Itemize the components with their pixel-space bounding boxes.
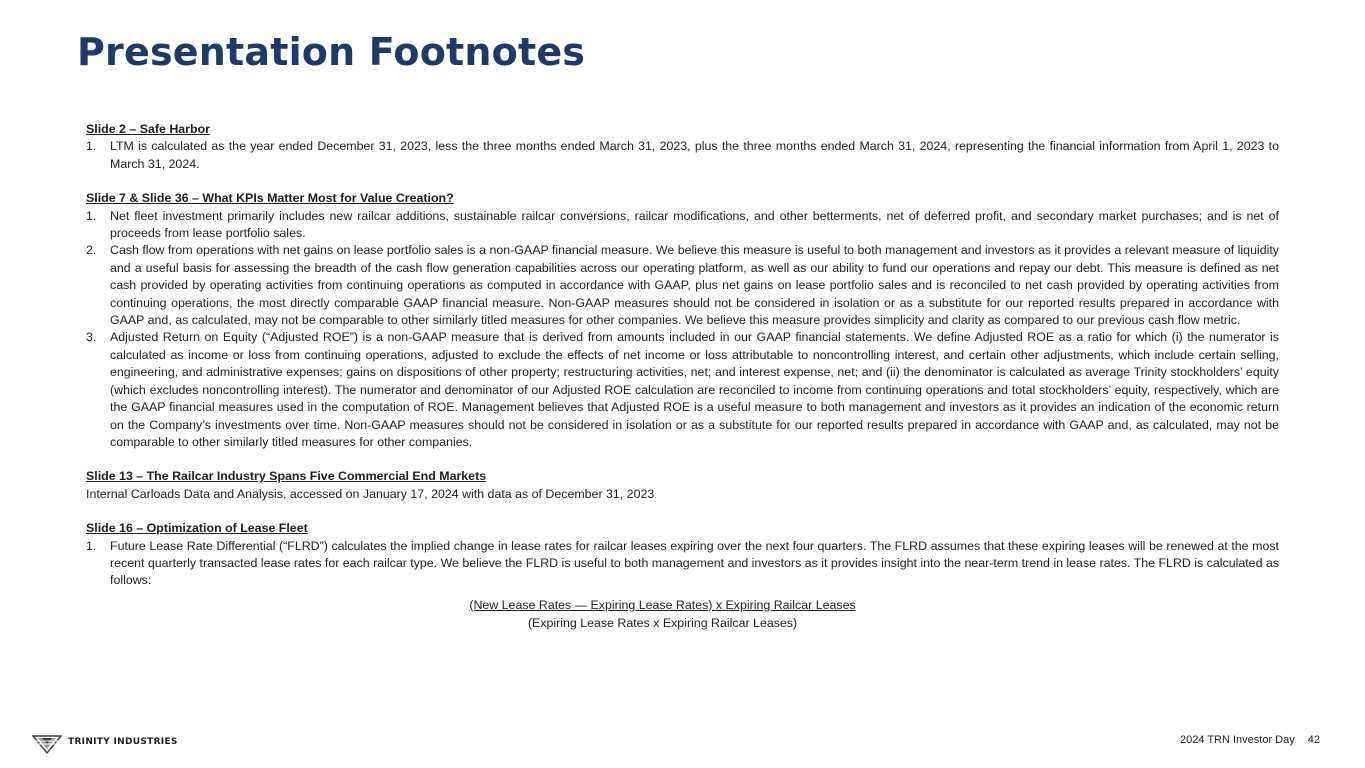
event-name: 2024 TRN Investor Day	[1180, 734, 1295, 746]
footnote-item	[86, 138, 1279, 173]
company-logo	[32, 730, 178, 754]
footnotes-body	[86, 121, 1279, 649]
section-heading: Slide 13 – The Railcar Industry Spans Five Commercial End Markets	[86, 469, 487, 484]
flrd-formula	[86, 596, 1279, 632]
footnote-text: Internal Carloads Data and Analysis, accessed on January 17, 2024 with data as of December 31, 2023	[86, 486, 655, 501]
section-heading: Slide 7 & Slide 36 – What KPIs Matter Most for Value Creation?	[86, 191, 454, 206]
footnote-list	[86, 538, 1279, 590]
section-heading: Slide 16 – Optimization of Lease Fleet	[86, 521, 308, 536]
footnote-section-slide-16	[86, 520, 1279, 632]
page-number: 42	[1307, 734, 1320, 746]
footnote-item	[86, 329, 1279, 451]
section-heading: Slide 2 – Safe Harbor	[86, 122, 210, 136]
footnote-item	[86, 538, 1279, 590]
footnote-section-slide-7-36	[86, 190, 1279, 451]
footnote-section-slide-2	[86, 121, 1279, 173]
footnote-text: LTM is calculated as the year ended December 31, 2023, less the three months ended March 31, 2023, plus the three months ended March 31, 2024, representing the financial information from April 1, 2023 to March 31, 2024.	[110, 139, 1279, 171]
logo-wordmark: TRINITY INDUSTRIES	[68, 737, 178, 747]
page-title: Presentation Footnotes	[77, 30, 586, 74]
footer-info	[1180, 734, 1320, 746]
footnote-number: 1.	[86, 538, 97, 553]
footnote-text: Adjusted Return on Equity (“Adjusted ROE”) is a non-GAAP measure that is derived from amounts included in our GAAP financial statements. We define Adjusted ROE as a ratio for which (i) the numerator is calculated as income or loss from continuing operations, adjusted to exclude the effects of net income or loss attributable to noncontrolling interest, and certain other adjustments, which include certain selling, engineering, and administrative expenses; gains on dispositions of other property; restructuring activities, net; and interest expense, net; and (ii) the denominator is calculated as average Trinity stockholders’ equity (which excludes noncontrolling interest). The numerator and denominator of our Adjusted ROE calculation are reconciled to income from continuing operations and total stockholders’ equity, respectively, which are the GAAP financial measures used in the computation of ROE. Management believes that Adjusted ROE is a useful measure to both management and investors as it provides an indication of the economic return on the Company’s investments over time. Non-GAAP measures should not be considered in isolation or as a substitute for our reported results prepared in accordance with GAAP and, as calculated, may not be comparable to other similarly titled measures for other companies.	[110, 330, 1279, 449]
footnote-number: 1.	[86, 208, 97, 223]
footnote-number: 2.	[86, 243, 97, 258]
footnote-list	[86, 138, 1279, 173]
footnote-list	[86, 208, 1279, 452]
footnote-number: 3.	[86, 330, 97, 345]
footnote-item	[86, 208, 1279, 243]
footnote-item	[86, 242, 1279, 329]
formula-numerator: (New Lease Rates — Expiring Lease Rates) x Expiring Railcar Leases	[469, 597, 856, 612]
footnote-text: Net fleet investment primarily includes new railcar additions, sustainable railcar conversions, railcar modifications, and other betterments, net of deferred profit, and secondary market purchases; and is net of proceeds from lease portfolio sales.	[110, 208, 1279, 241]
footnote-text: Cash flow from operations with net gains on lease portfolio sales is a non-GAAP financial measure. We believe this measure is useful to both management and investors as it provides a relevant measure of liquidity and a useful basis for assessing the breadth of the cash flow generation capabilities across our operating platform, as well as our ability to fund our operations and repay our debt. This measure is defined as net cash provided by operating activities from continuing operations as computed in accordance with GAAP, plus net gains on lease portfolio sales and is reconciled to net cash provided by operating activities from continuing operations, the most directly comparable GAAP financial measure. Non-GAAP measures should not be considered in isolation or as a substitute for our reported results prepared in accordance with GAAP and, as calculated, may not be comparable to other similarly titled measures for other companies. We believe this measure provides simplicity and clarity as compared to our previous cash flow metric.	[110, 243, 1280, 328]
formula-denominator: (Expiring Lease Rates x Expiring Railcar Leases)	[527, 615, 798, 630]
page-footer	[32, 728, 1320, 758]
footnote-section-slide-13	[86, 468, 1279, 503]
footnote-number: 1.	[86, 139, 97, 154]
trinity-logo-icon	[32, 730, 62, 754]
footnote-text: Future Lease Rate Differential (“FLRD”) calculates the implied change in lease rates for railcar leases expiring over the next four quarters. The FLRD assumes that these expiring leases will be renewed at the most recent quarterly transacted lease rates for each railcar type. We believe the FLRD is useful to both management and investors as it provides insight into the near-term trend in lease rates. The FLRD is calculated as follows:	[110, 538, 1279, 588]
